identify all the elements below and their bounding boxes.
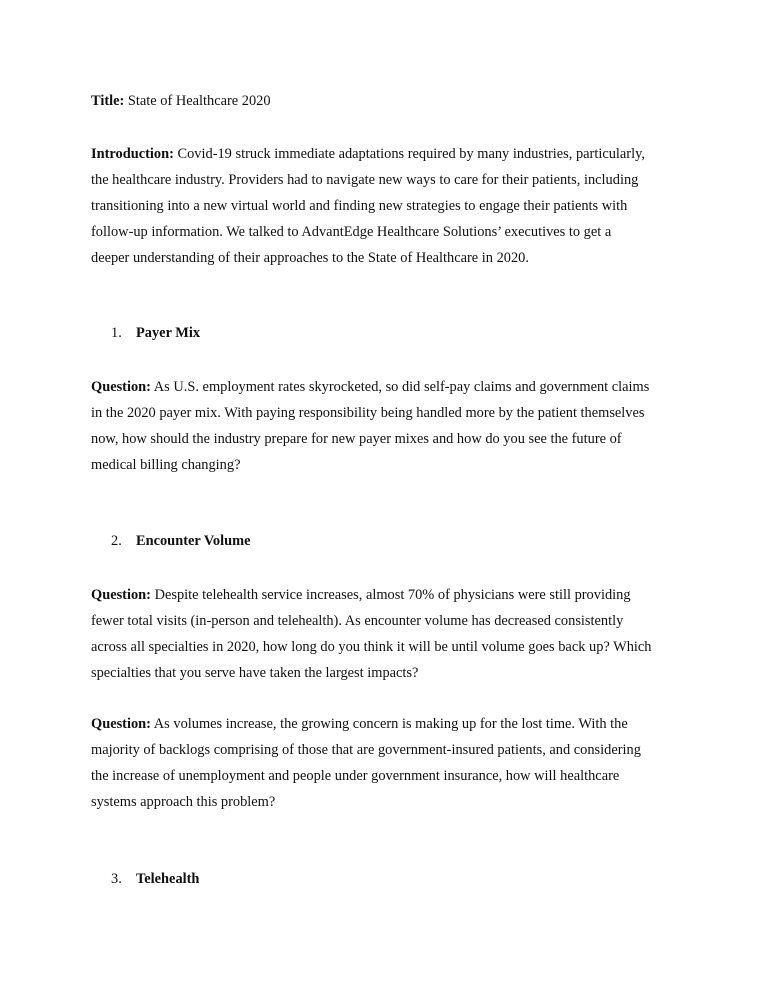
question-line: in the 2020 payer mix. With paying responsibility being handled more by the patient themselves xyxy=(91,405,645,421)
question-line: now, how should the industry prepare for new payer mixes and how do you see the future of xyxy=(91,431,622,447)
question-line: across all specialties in 2020, how long do you think it will be until volume goes back up? Which xyxy=(91,639,652,655)
question-line: As volumes increase, the growing concern is making up for the lost time. With the xyxy=(153,716,628,732)
introduction-line: transitioning into a new virtual world and finding new strategies to engage their patients with xyxy=(91,198,628,214)
section-title: Telehealth xyxy=(136,871,200,887)
section-number: 1. xyxy=(111,325,122,341)
question-label: Question: xyxy=(91,716,151,732)
section-heading-telehealth xyxy=(111,869,199,889)
introduction-line: the healthcare industry. Providers had to navigate new ways to care for their patients, including xyxy=(91,172,639,188)
title-label: Title: xyxy=(91,93,125,109)
introduction-paragraph xyxy=(91,141,691,271)
question-label: Question: xyxy=(91,379,151,395)
question-label: Question: xyxy=(91,587,151,603)
introduction-label: Introduction: xyxy=(91,146,174,162)
question-line: medical billing changing? xyxy=(91,457,241,473)
section-title: Encounter Volume xyxy=(136,533,251,549)
question-paragraph xyxy=(91,582,691,686)
section-number: 2. xyxy=(111,533,122,549)
question-line: majority of backlogs comprising of those that are government-insured patients, and considering xyxy=(91,742,641,758)
section-heading-payer-mix xyxy=(111,323,200,343)
document-title xyxy=(91,88,691,114)
introduction-line: Covid-19 struck immediate adaptations required by many industries, particularly, xyxy=(177,146,645,162)
section-title: Payer Mix xyxy=(136,325,201,341)
introduction-line: deeper understanding of their approaches to the State of Healthcare in 2020. xyxy=(91,250,529,266)
section-number: 3. xyxy=(111,871,122,887)
question-line: specialties that you serve have taken the largest impacts? xyxy=(91,665,419,681)
title-value: State of Healthcare 2020 xyxy=(127,93,271,109)
section-heading-encounter-volume xyxy=(111,531,250,551)
question-line: the increase of unemployment and people under government insurance, how will healthcare xyxy=(91,768,620,784)
question-line: systems approach this problem? xyxy=(91,794,276,810)
question-line: fewer total visits (in-person and telehealth). As encounter volume has decreased consistently xyxy=(91,613,624,629)
question-line: Despite telehealth service increases, almost 70% of physicians were still providing xyxy=(154,587,631,603)
question-paragraph xyxy=(91,711,691,815)
question-line: As U.S. employment rates skyrocketed, so did self-pay claims and government claims xyxy=(153,379,650,395)
question-paragraph xyxy=(91,374,691,478)
introduction-line: follow-up information. We talked to AdvantEdge Healthcare Solutions’ executives to get a xyxy=(91,224,612,240)
